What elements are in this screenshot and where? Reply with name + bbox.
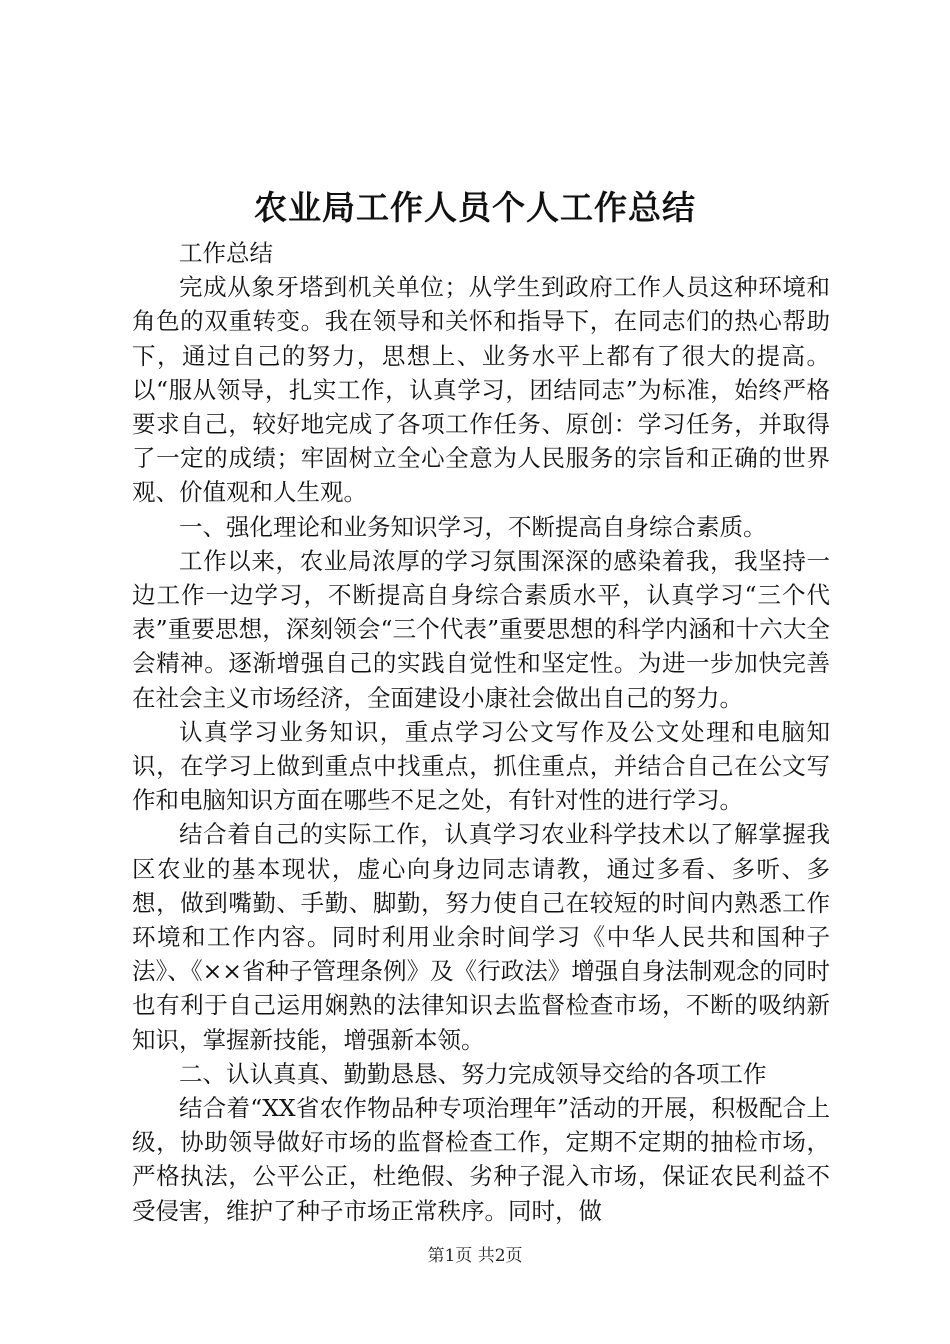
paragraph-business-knowledge: 认真学习业务知识，重点学习公文写作及公文处理和电脑知识，在学习上做到重点中找重点，抓住重点，并结合自己在公文写作和电脑知识方面在哪些不足之处，有针对性的进行学习。: [132, 717, 830, 815]
document-body: [132, 236, 830, 1228]
paragraph-study: 工作以来，农业局浓厚的学习氛围深深的感染着我，我坚持一边工作一边学习，不断提高自身综合素质水平，认真学习“三个代表”重要思想，深刻领会“三个代表”重要思想的科学内涵和十六大全会精神。逐渐增强自己的实践自觉性和坚定性。为进一步加快完善在社会主义市场经济，全面建设小康社会做出自己的努力。: [132, 546, 830, 712]
paragraph-market-inspection: 结合着“XX省农作物品种专项治理年”活动的开展，积极配合上级，协助领导做好市场的监督检查工作，定期不定期的抽检市场，严格执法，公平公正，杜绝假、劣种子混入市场，保证农民利益不受侵害，维护了种子市场正常秩序。同时，做: [132, 1094, 830, 1225]
section-heading-2: 二、认认真真、勤勤恳恳、努力完成领导交给的各项工作: [179, 1059, 767, 1088]
paragraph-practical-work: 结合着自己的实际工作，认真学习农业科学技术以了解掌握我区农业的基本现状，虚心向身边同志请教，通过多看、多听、多想，做到嘴勤、手勤、脚勤，努力使自己在较短的时间内熟悉工作环境和工作内容。同时利用业余时间学习《中华人民共和国种子法》、《××省种子管理条例》及《行政法》增强自身法制观念的同时也有利于自己运用娴熟的法律知识去监督检查市场，不断的吸纳新知识，掌握新技能，增强新本领。: [132, 820, 830, 1054]
page-number-footer: 第1页 共2页: [427, 1246, 523, 1266]
paragraph-intro: 完成从象牙塔到机关单位；从学生到政府工作人员这种环境和角色的双重转变。我在领导和关怀和指导下，在同志们的热心帮助下，通过自己的努力，思想上、业务水平上都有了很大的提高。以“服从领导，扎实工作，认真学习，团结同志”为标准，始终严格要求自己，较好地完成了各项工作任务、原创：学习任务，并取得了一定的成绩；牢固树立全心全意为人民服务的宗旨和正确的世界观、价值观和人生观。: [132, 273, 830, 507]
paragraph-heading-summary: 工作总结: [179, 239, 273, 267]
section-heading-1: 一、强化理论和业务知识学习，不断提高自身综合素质。: [179, 512, 767, 541]
document-title: 农业局工作人员个人工作总结: [254, 188, 696, 227]
